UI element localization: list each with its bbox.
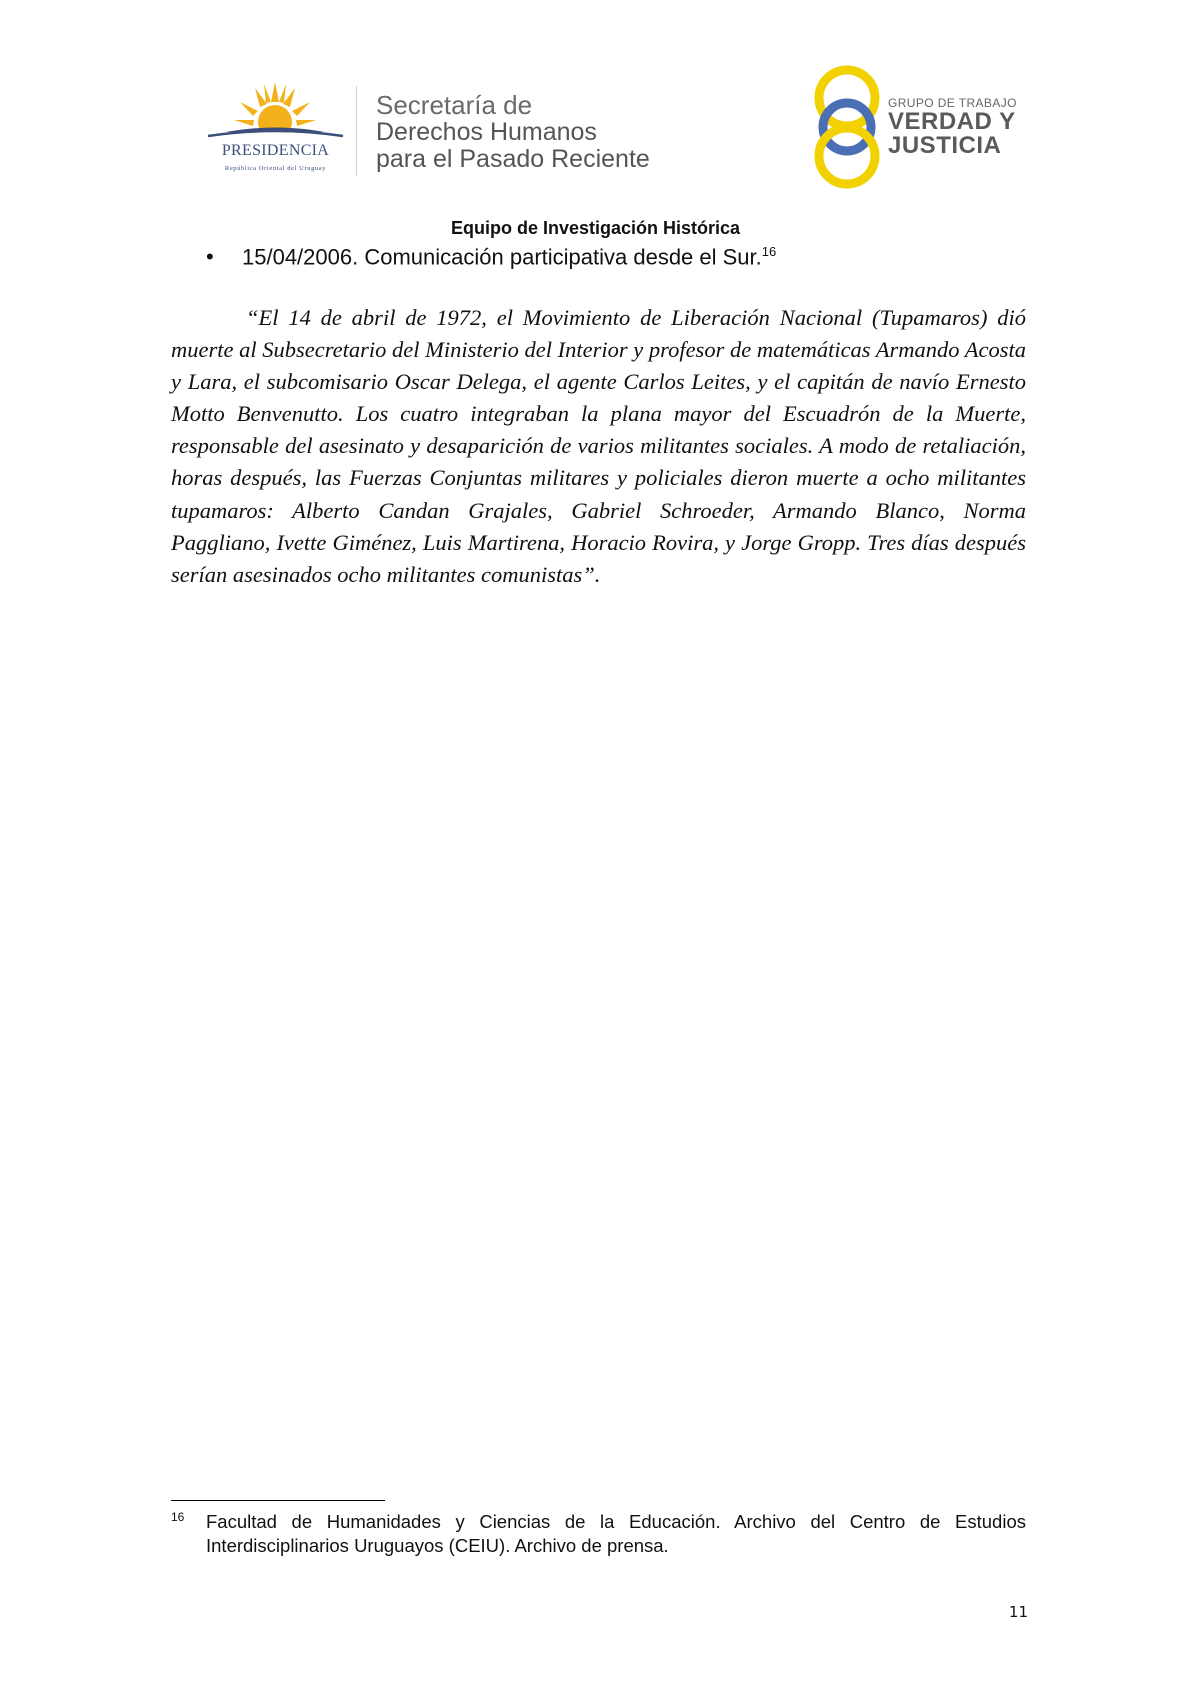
presidencia-logo-subtitle: República Oriental del Uruguay (224, 165, 327, 172)
secretaria-title (376, 92, 650, 173)
quote-paragraph: “El 14 de abril de 1972, el Movimiento de Liberación Nacional (Tupamaros) dió muerte al Subsecretario del Ministerio del Interior y profesor de matemáticas Armando Acosta y Lara, el subcomisario Oscar Delega, el agente Carlos Leites, y el capitán de navío Ernesto Motto Benvenutto. Los cuatro integraban la plana mayor del Escuadrón de la Muerte, responsable del asesinato y desaparición de varios militantes sociales. A modo de retaliación, horas después, las Fuerzas Conjuntas militares y policiales dieron muerte a ocho militantes tupamaros: Alberto Candan Grajales, Gabriel Schroeder, Armando Blanco, Norma Paggliano, Ivette Giménez, Luis Martirena, Horacio Rovira, y Jorge Gropp. Tres días después serían asesinados ocho militantes comunistas”. (171, 305, 1026, 587)
footnote-text: Facultad de Humanidades y Ciencias de la Educación. Archivo del Centro de Estudios Interdisciplinarios Uruguayos (CEIU). Archivo de prensa. (206, 1511, 1026, 1556)
presidencia-logo (198, 80, 353, 180)
header-divider (356, 86, 357, 176)
entry-bullet-item (206, 244, 776, 270)
gtvj-line-2: VERDAD Y (888, 108, 1016, 135)
gtvj-line-3: JUSTICIA (888, 132, 1002, 159)
bullet-icon: • (206, 244, 214, 270)
verdad-justicia-logo (812, 64, 1022, 190)
secretaria-line-1: Secretaría de (376, 90, 533, 120)
presidencia-logo-word: PRESIDENCIA (221, 142, 330, 159)
sun-emblem-icon (198, 80, 353, 142)
entry-text: 15/04/2006. Comunicación participativa desde el Sur. (242, 244, 762, 270)
secretaria-line-3: para el Pasado Reciente (376, 145, 650, 173)
footnote-rule (171, 1500, 385, 1501)
linked-rings-icon (812, 64, 882, 190)
team-title: Equipo de Investigación Histórica (450, 218, 741, 238)
footnote-number: 16 (171, 1510, 185, 1524)
secretaria-line-2: Derechos Humanos (376, 118, 597, 146)
gtvj-line-1: GRUPO DE TRABAJO (888, 96, 1017, 110)
page-number: 11 (1008, 1603, 1028, 1621)
footnote-reference[interactable]: 16 (761, 244, 777, 259)
